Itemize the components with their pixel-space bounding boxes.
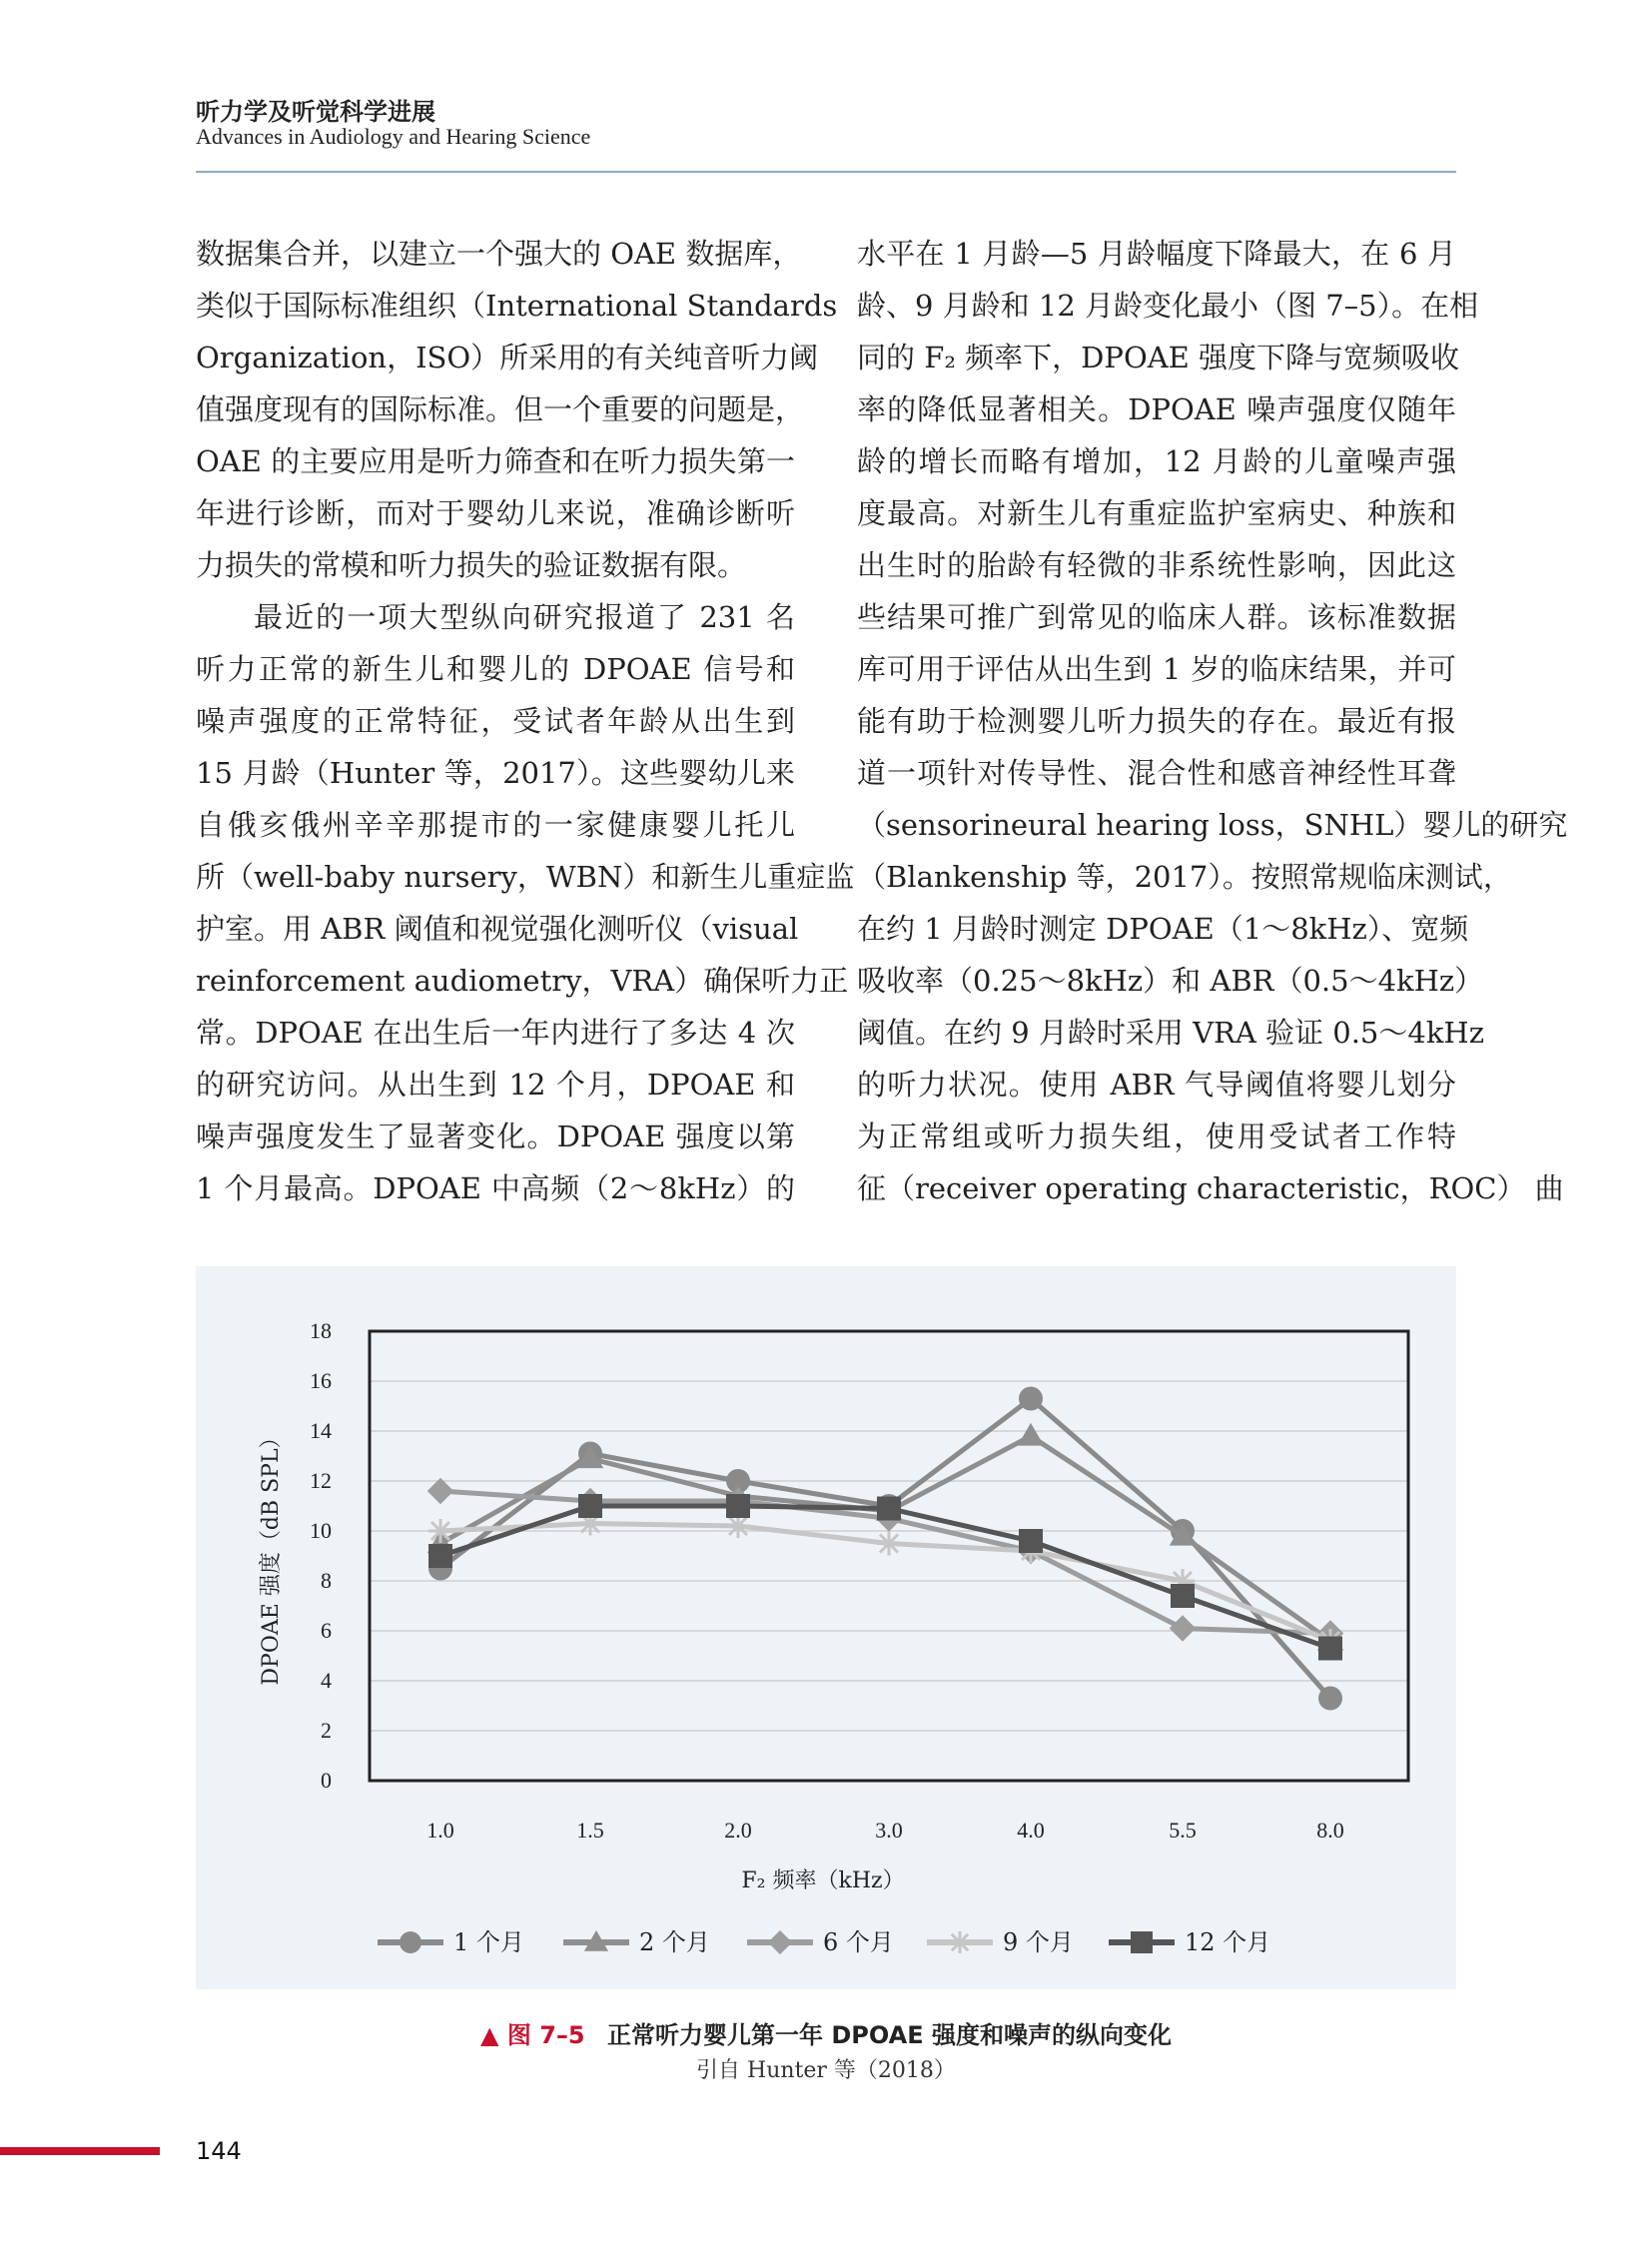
text-line: 最近的一项大型纵向研究报道了 231 名 — [254, 600, 795, 634]
left-column — [196, 228, 855, 1214]
text-line: OAE 的主要应用是听力筛查和在听力损失第一 — [196, 444, 795, 478]
text-line: 水平在 1 月龄—5 月龄幅度下降最大，在 6 月 — [857, 237, 1456, 271]
y-tick-label: 18 — [310, 1318, 332, 1343]
x-tick-label: 5.5 — [1169, 1818, 1197, 1843]
y-tick-label: 4 — [321, 1668, 332, 1693]
journal-title-en: Advances in Audiology and Hearing Science — [196, 124, 591, 149]
text-line: 些结果可推广到常见的临床人群。该标准数据 — [857, 600, 1456, 634]
legend-marker — [1131, 1931, 1153, 1953]
legend-marker — [400, 1931, 421, 1953]
text-line: 库可用于评估从出生到 1 岁的临床结果，并可 — [857, 652, 1456, 686]
text-line: 噪声强度发生了显著变化。DPOAE 强度以第 — [196, 1120, 795, 1153]
y-tick-label: 6 — [321, 1618, 332, 1643]
text-line: 阈值。在约 9 月龄时采用 VRA 验证 0.5～4kHz — [857, 1016, 1484, 1050]
data-point — [726, 1494, 750, 1518]
text-line: Organization，ISO）所采用的有关纯音听力阈 — [196, 341, 819, 374]
legend-label: 12 个月 — [1185, 1928, 1271, 1956]
text-line: 龄的增长而略有增加，12 月龄的儿童噪声强 — [857, 444, 1456, 478]
text-line: 护室。用 ABR 阈值和视觉强化测听仪（visual — [196, 912, 799, 946]
legend-label: 9 个月 — [1003, 1928, 1074, 1956]
data-point — [1171, 1584, 1195, 1608]
figure-number: 图 7–5 — [506, 2021, 585, 2049]
legend-label: 6 个月 — [823, 1928, 894, 1956]
legend-label: 2 个月 — [639, 1928, 710, 1956]
text-line: 噪声强度的正常特征，受试者年龄从出生到 — [196, 704, 795, 738]
text-line: 征（receiver operating characteristic，ROC） 曲 — [857, 1171, 1564, 1205]
text-line: 1 个月最高。DPOAE 中高频（2～8kHz）的 — [196, 1171, 795, 1205]
text-line: 吸收率（0.25～8kHz）和 ABR（0.5～4kHz） — [857, 964, 1484, 998]
text-line: 度最高。对新生儿有重症监护室病史、种族和 — [857, 496, 1456, 530]
text-line: 力损失的常模和听力损失的验证数据有限。 — [196, 548, 747, 582]
x-tick-label: 8.0 — [1316, 1818, 1344, 1843]
y-tick-label: 14 — [310, 1418, 332, 1443]
data-point — [1318, 1687, 1342, 1711]
y-tick-label: 10 — [310, 1518, 332, 1543]
text-line: 数据集合并，以建立一个强大的 OAE 数据库， — [196, 237, 802, 271]
text-line: reinforcement audiometry，VRA）确保听力正 — [196, 964, 849, 998]
text-line: 率的降低显著相关。DPOAE 噪声强度仅随年 — [857, 392, 1456, 426]
data-point — [1318, 1637, 1342, 1661]
text-line: 出生时的胎龄有轻微的非系统性影响，因此这 — [857, 548, 1456, 582]
text-line: 自俄亥俄州辛辛那提市的一家健康婴儿托儿 — [196, 808, 795, 842]
text-line: 常。DPOAE 在出生后一年内进行了多达 4 次 — [196, 1016, 795, 1050]
data-point — [1019, 1529, 1043, 1553]
plot-frame — [370, 1331, 1408, 1781]
text-line: 能有助于检测婴儿听力损失的存在。最近有报 — [857, 704, 1456, 738]
data-point — [578, 1494, 602, 1518]
data-point — [428, 1544, 452, 1568]
x-tick-label: 1.5 — [576, 1818, 604, 1843]
dpoae-line-chart — [196, 1266, 1456, 1989]
y-tick-label: 8 — [321, 1568, 332, 1593]
text-line: 值强度现有的国际标准。但一个重要的问题是， — [196, 392, 805, 426]
y-tick-label: 2 — [321, 1718, 332, 1743]
text-line: （Blankenship 等，2017）。按照常规临床测试， — [857, 860, 1512, 894]
header-rule — [196, 171, 1456, 173]
figure-caption — [0, 2015, 1652, 2050]
y-tick-label: 12 — [310, 1468, 332, 1493]
footer-accent-bar — [0, 2147, 160, 2155]
y-axis-title: DPOAE 强度（dB SPL） — [259, 1426, 284, 1686]
x-tick-label: 4.0 — [1017, 1818, 1045, 1843]
x-tick-label: 1.0 — [426, 1818, 454, 1843]
y-tick-label: 16 — [310, 1368, 332, 1393]
legend-label: 1 个月 — [453, 1928, 524, 1956]
x-tick-label: 2.0 — [724, 1818, 752, 1843]
text-line: 同的 F₂ 频率下，DPOAE 强度下降与宽频吸收 — [857, 341, 1460, 374]
text-line: 道一项针对传导性、混合性和感音神经性耳聋 — [857, 756, 1456, 790]
text-line: 类似于国际标准组织（International Standards — [196, 289, 838, 323]
journal-title-cn: 听力学及听觉科学进展 — [196, 98, 435, 126]
data-point — [1019, 1387, 1043, 1411]
text-line: 15 月龄（Hunter 等，2017）。这些婴幼儿来 — [196, 756, 795, 790]
page-number: 144 — [196, 2137, 242, 2165]
data-point — [877, 1532, 901, 1556]
caption-text: 正常听力婴儿第一年 DPOAE 强度和噪声的纵向变化 — [607, 2021, 1172, 2049]
text-line: （sensorineural hearing loss，SNHL）婴儿的研究 — [857, 808, 1568, 842]
legend-marker — [768, 1930, 792, 1954]
caption-triangle-icon: ▲ — [480, 2021, 499, 2049]
text-line: 为正常组或听力损失组，使用受试者工作特 — [857, 1120, 1456, 1153]
data-point — [877, 1497, 901, 1521]
text-line: 在约 1 月龄时测定 DPOAE（1～8kHz）、宽频 — [857, 912, 1469, 946]
legend-marker — [949, 1931, 971, 1953]
y-tick-label: 0 — [321, 1768, 332, 1793]
text-line: 听力正常的新生儿和婴儿的 DPOAE 信号和 — [196, 652, 795, 686]
data-point — [1170, 1615, 1196, 1641]
text-line: 所（well-baby nursery，WBN）和新生儿重症监 — [196, 860, 855, 894]
text-line: 年进行诊断，而对于婴幼儿来说，准确诊断听 — [196, 496, 795, 530]
right-column — [857, 228, 1568, 1214]
text-line: 的研究访问。从出生到 12 个月，DPOAE 和 — [196, 1068, 795, 1102]
figure-source: 引自 Hunter 等（2018） — [696, 2058, 956, 2083]
text-line: 的听力状况。使用 ABR 气导阈值将婴儿划分 — [857, 1068, 1456, 1102]
text-line: 龄、9 月龄和 12 月龄变化最小（图 7–5）。在相 — [857, 289, 1479, 323]
x-tick-label: 3.0 — [875, 1818, 903, 1843]
data-point — [1018, 1423, 1044, 1446]
x-axis-title: F₂ 频率（kHz） — [741, 1868, 905, 1893]
data-point — [428, 1519, 452, 1543]
data-point — [427, 1478, 453, 1504]
